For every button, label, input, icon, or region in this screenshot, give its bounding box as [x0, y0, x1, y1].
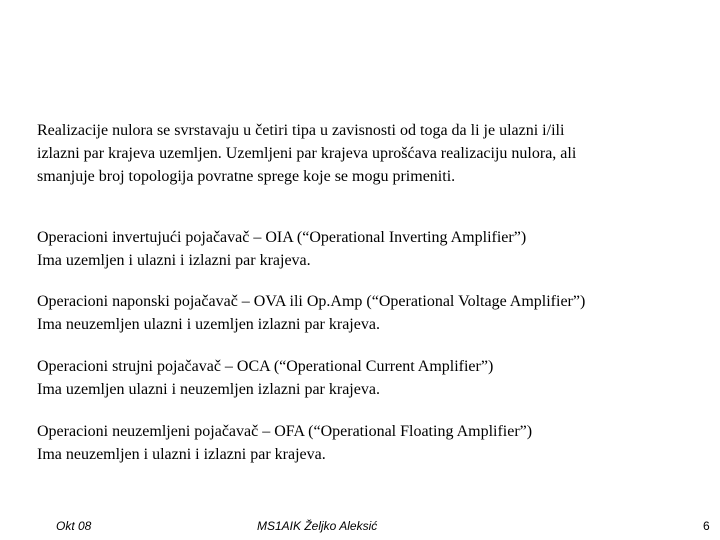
- intro-line: smanjuje broj topologija povratne sprege koje se mogu primeniti.: [37, 168, 456, 185]
- amplifier-type-ova: [37, 290, 697, 336]
- amplifier-title: Operacioni invertujući pojačavač – OIA (“Operational Inverting Amplifier”): [37, 229, 527, 246]
- amplifier-description: Ima neuzemljen i ulazni i izlazni par krajeva.: [37, 446, 326, 463]
- amplifier-type-oca: [37, 355, 697, 401]
- intro-line: Realizacije nulora se svrstavaju u četiri tipa u zavisnosti od toga da li je ulazni i/ili: [37, 122, 565, 139]
- amplifier-title: Operacioni naponski pojačavač – OVA ili Op.Amp (“Operational Voltage Amplifier”): [37, 293, 586, 310]
- intro-line: izlazni par krajeva uzemljen. Uzemljeni par krajeva uprošćava realizaciju nulora, ali: [37, 145, 577, 162]
- amplifier-title: Operacioni neuzemljeni pojačavač – OFA (“Operational Floating Amplifier”): [37, 423, 533, 440]
- intro-paragraph: [37, 119, 677, 188]
- amplifier-description: Ima neuzemljen ulazni i uzemljen izlazni par krajeva.: [37, 316, 380, 333]
- page-number: 6: [703, 519, 710, 533]
- footer-date: Okt 08: [56, 519, 92, 533]
- amplifier-title: Operacioni strujni pojačavač – OCA (“Operational Current Amplifier”): [37, 358, 494, 375]
- footer-course-author: MS1AIK Željko Aleksić: [257, 519, 378, 533]
- amplifier-type-ofa: [37, 420, 697, 466]
- amplifier-description: Ima uzemljen i ulazni i izlazni par krajeva.: [37, 252, 311, 269]
- amplifier-description: Ima uzemljen ulazni i neuzemljen izlazni par krajeva.: [37, 381, 380, 398]
- amplifier-type-oia: [37, 226, 697, 272]
